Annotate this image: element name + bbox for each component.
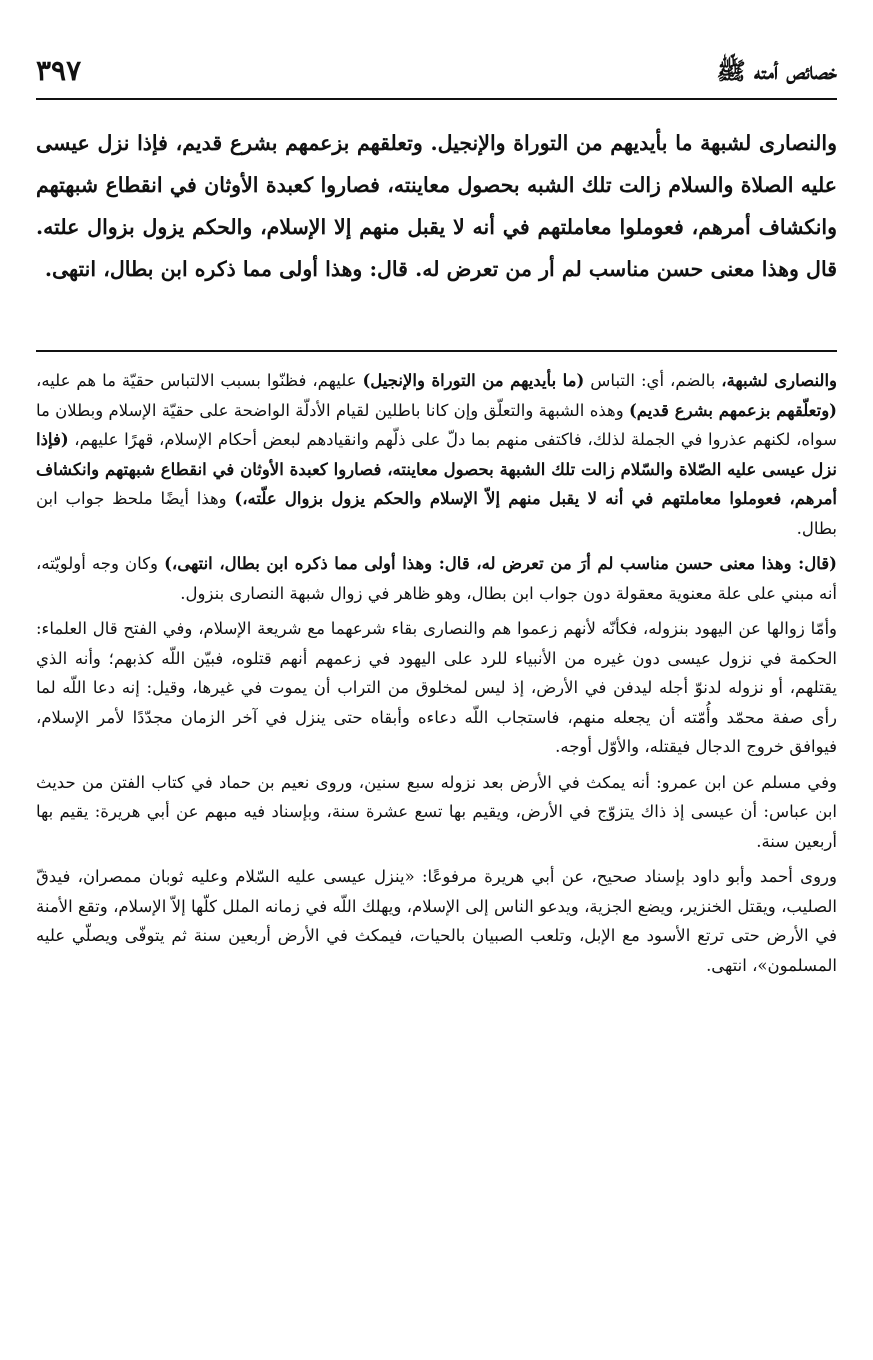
quoted-text: (قال: وهذا معنى حسن مناسب لم أرَ من تعرض له، قال: وهذا أولى مما ذكره ابن بطال، انتهى،) [164,554,837,573]
commentary-paragraph: وأمّا زوالها عن اليهود بنزوله، فكأنّه لأنهم زعموا هم والنصارى بقاء شرعهما مع شريعة الإسلام، وفي الفتح قال العلماء: الحكمة في نزول عيسى دون غيره من الأنبياء للرد على اليهود في زعمهم أنهم قتلوه، فبيّن اللّه كذبهم؛ وأنه الذي يقتلهم، أو نزوله لدنوّ أجله ليدفن في الأرض، إذ ليس لمخلوق من التراب أن يموت في غيرها، وقيل: إنه دعا اللّه لما رأى صفة محمّد وأُمّته أن يجعله منهم، فاستجاب اللّه دعاءه وأبقاه حتى ينزل في آخر الزمان مجدّدًا لأمر الإسلام، فيوافق خروج الدجال فيقتله، والأوّل أوجه. [36,619,837,756]
running-title: خصائص أمته ﷺ [716,56,837,85]
commentary-paragraph [36,549,837,608]
commentary-text: بالضم، أي: التباس [584,371,722,390]
commentary-paragraph: وفي مسلم عن ابن عمرو: أنه يمكث في الأرض بعد نزوله سبع سنين، وروى نعيم بن حماد في كتاب الفتن من حديث ابن عباس: أن عيسى إذ ذاك يتزوّج في الأرض، ويقيم بها تسع عشرة سنة، وبإسناد فيه مبهم عن أبي هريرة: يقيم بها أربعين سنة. [36,772,837,851]
quoted-text: (فإذا نزل عيسى عليه الصّلاة والسّلام زالت تلك الشبهة بحصول معاينته، فصاروا كعبدة الأوثان في انقطاع شبهتهم وانكشاف أمرهم، فعوملوا معاملتهم في أنه لا يقبل منهم إلاّ الإسلام والحكم يزول بزوال علّته،) [36,430,837,508]
page-number: ٣٩٧ [36,54,82,87]
commentary-paragraph: وروى أحمد وأبو داود بإسناد صحيح، عن أبي هريرة مرفوعًا: «ينزل عيسى عليه السّلام وعليه ثوبان ممصران، فيدقّ الصليب، ويقتل الخنزير، ويضع الجزية، ويدعو الناس إلى الإسلام، ويهلك اللّه في زمانه الملل كلّها إلاّ الإسلام، وتقع الأمنة في الأرض حتى ترتع الأسود مع الإبل، وتلعب الصبيان بالحيات، فيمكث في الأرض أربعين سنة ثم يتوفّى ويصلّي عليه المسلمون»، انتهى. [36,867,837,975]
commentary [36,366,837,1320]
page-header [36,46,837,100]
main-text: والنصارى لشبهة ما بأيديهم من التوراة والإنجيل. وتعلقهم بزعمهم بشرع قديم، فإذا نزل عيسى عليه الصلاة والسلام زالت تلك الشبه بحصول معاينته، فصاروا كعبدة الأوثان في انقطاع شبهتهم وانكشاف أمرهم، فعوملوا معاملتهم في أنه لا يقبل منهم إلا الإسلام، والحكم يزول بزوال علته. قال وهذا معنى حسن مناسب لم أر من تعرض له. قال: وهذا أولى مما ذكره ابن بطال، انتهى. [36,131,837,281]
commentary-text: عليهم، فظنّوا بسبب الالتباس حقيّة ما هم عليه، [36,371,363,390]
commentary-text: وكان وجه أولويّته، أنه مبني على علة معنوية معقولة دون جواب ابن بطال، وهو ظاهر في زوال شبهة النصارى بنزول. [36,554,837,603]
footnote-separator [36,350,837,352]
commentary-text: وهذه الشبهة والتعلّق وإن كانا باطلين لقيام الأدلّة الواضحة على حقيّة الإسلام وبطلان ما سواه، لكنهم عذروا في الجملة لذلك، فاكتفى منهم بما دلّ على ذلّهم وانقيادهم لبعض أحكام الإسلام، قهرًا عليهم، [36,400,837,449]
quoted-text: (وتعلّقهم بزعمهم بشرع قديم) [628,400,837,420]
quoted-text: والنصارى لشبهة، [721,371,837,390]
commentary-text: وهذا أيضًا ملحظ جواب ابن بطال. [36,489,837,538]
commentary-paragraph [36,366,837,543]
quoted-text: (ما بأيديهم من التوراة والإنجيل) [362,371,585,390]
